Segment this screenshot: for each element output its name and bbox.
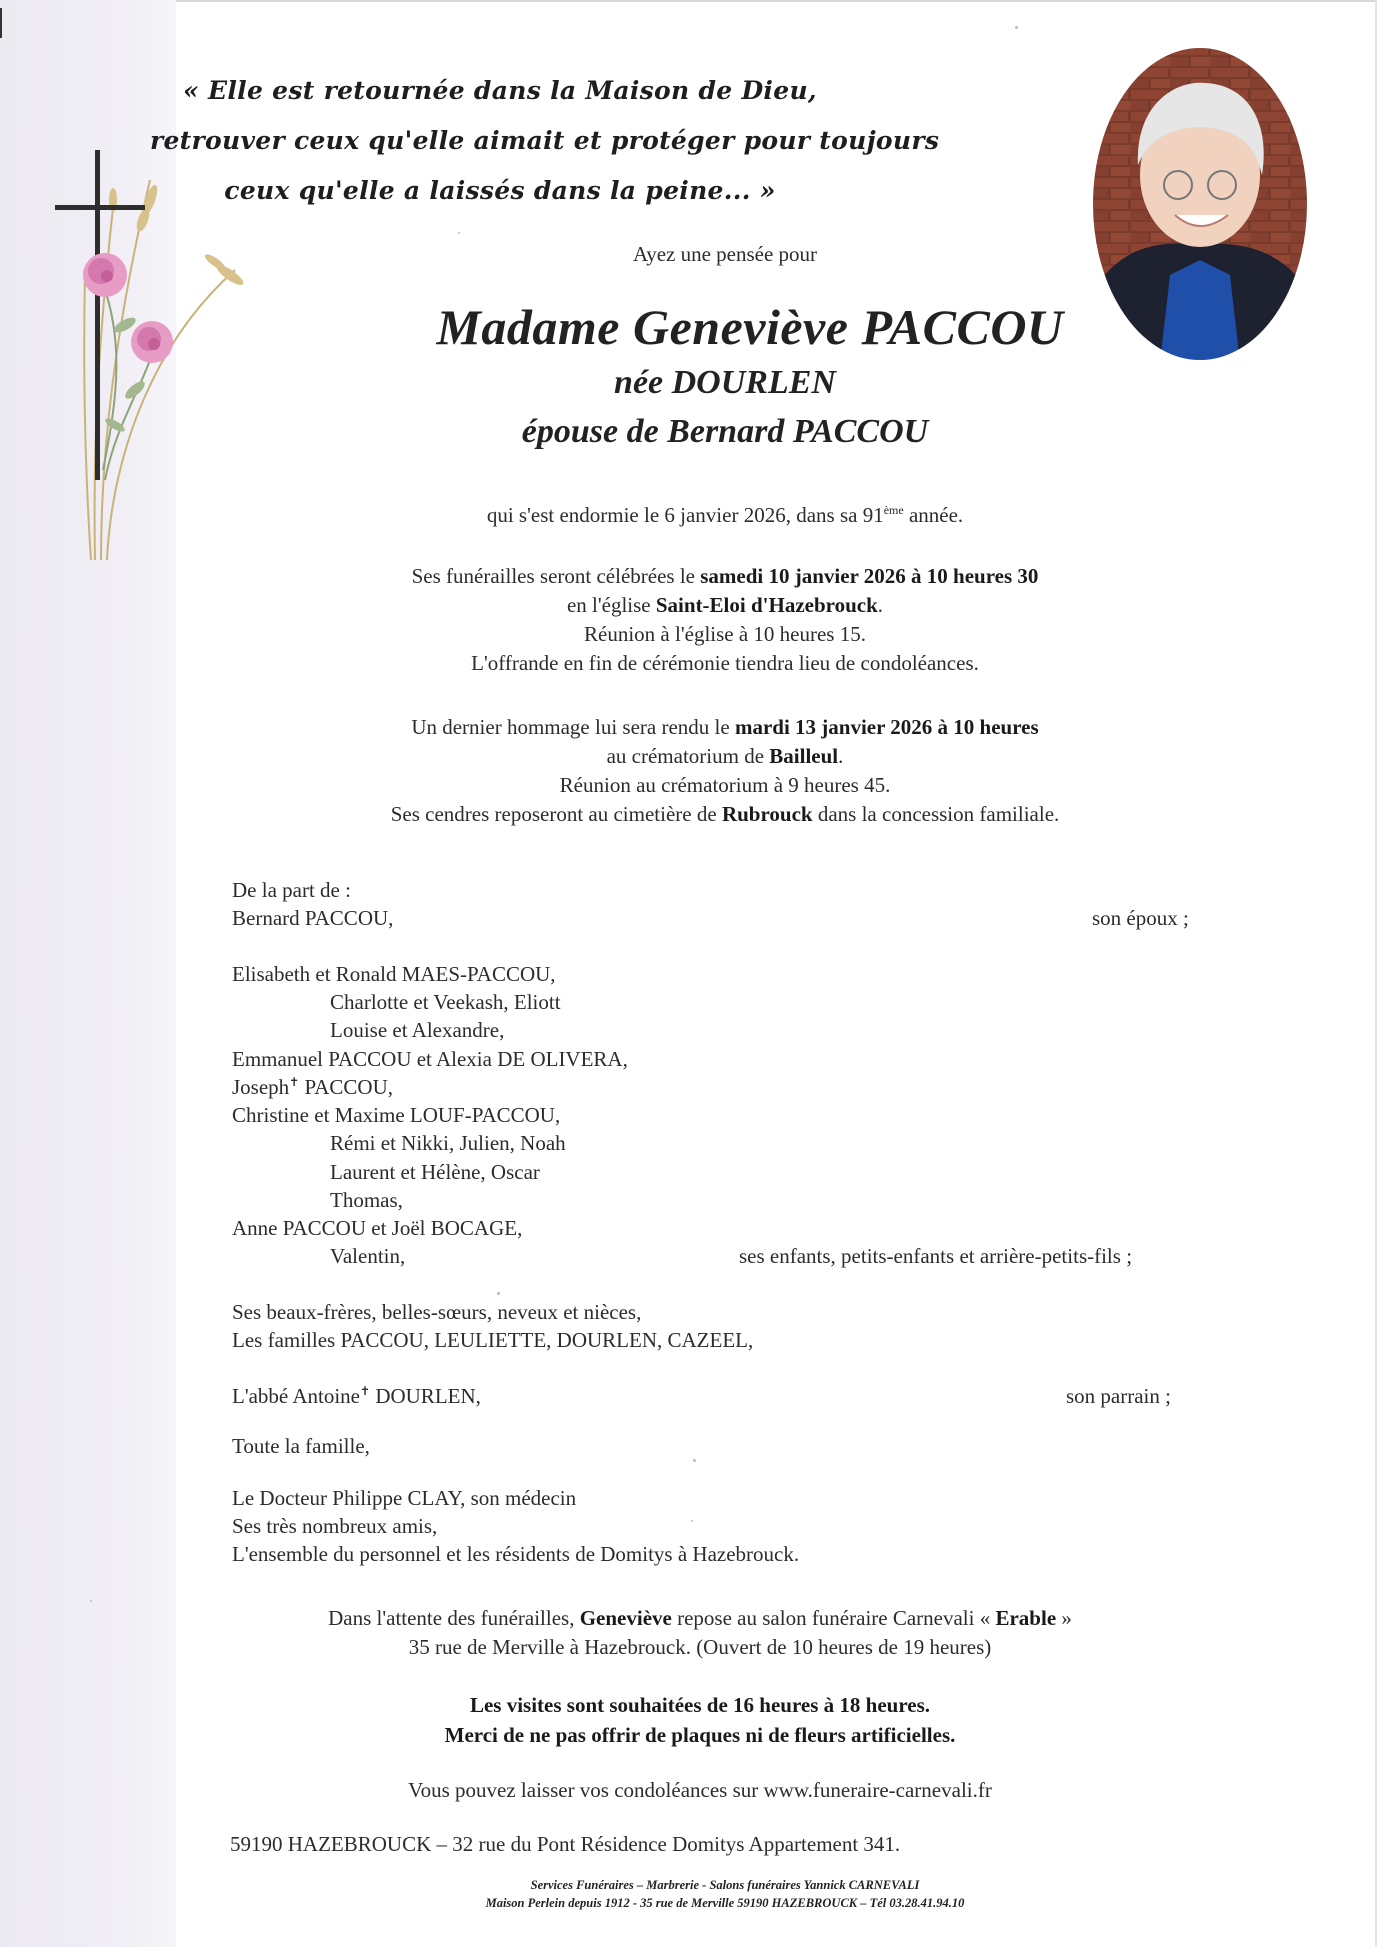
church-name: Saint-Eloi d'Hazebrouck bbox=[655, 593, 878, 617]
cross-icon: ✝ bbox=[360, 1384, 371, 1398]
cross-horizontal bbox=[55, 205, 145, 210]
family-member: Louise et Alexandre, bbox=[330, 1018, 505, 1042]
family-member: Elisabeth et Ronald MAES-PACCOU, bbox=[232, 962, 556, 986]
scan-top-edge bbox=[176, 0, 1377, 2]
visit-line: Les visites sont souhaitées de 16 heures à 18 heures. bbox=[469, 1693, 931, 1717]
family-member: Laurent et Hélène, Oscar bbox=[330, 1160, 540, 1184]
hommage-line: Ses cendres reposeront au cimetière de Rubrouck dans la concession familiale. bbox=[390, 802, 1060, 826]
death-notice bbox=[300, 496, 1150, 530]
funeral-home-info bbox=[200, 1604, 1200, 1662]
footer-line: Maison Perlein depuis 1912 - 35 rue de Merville 59190 HAZEBROUCK – Tél 03.28.41.94.10 bbox=[485, 1896, 965, 1910]
hommage-line: au crématorium de Bailleul. bbox=[606, 744, 844, 768]
family-member: Joseph✝ PACCOU, bbox=[232, 1075, 393, 1099]
cross-icon: ✝ bbox=[289, 1075, 300, 1089]
crematorium-place: Bailleul bbox=[769, 744, 839, 768]
family-member: Rémi et Nikki, Julien, Noah bbox=[330, 1131, 566, 1155]
deceased-name: Madame Geneviève PACCOU bbox=[436, 299, 1064, 355]
funeral-details bbox=[300, 562, 1150, 678]
funeral-line: en l'église Saint-Eloi d'Hazebrouck. bbox=[566, 593, 884, 617]
first-name-bold: Geneviève bbox=[579, 1606, 672, 1630]
spouse-line: épouse de Bernard PACCOU bbox=[521, 413, 929, 450]
hommage-date: mardi 13 janvier 2026 à 10 heures bbox=[734, 715, 1039, 739]
footer-line: Services Funéraires – Marbrerie - Salons funéraires Yannick CARNEVALI bbox=[530, 1878, 920, 1892]
funeral-services-footer bbox=[300, 1876, 1150, 1912]
godfather-line: L'abbé Antoine✝ DOURLEN, bbox=[232, 1384, 481, 1408]
death-text-end: année. bbox=[903, 503, 964, 527]
hommage-line: Un dernier hommage lui sera rendu le mardi 13 janvier 2026 à 10 heures bbox=[411, 715, 1039, 739]
others-line: Ses très nombreux amis, bbox=[232, 1514, 438, 1538]
cemetery-place: Rubrouck bbox=[721, 802, 813, 826]
ordinal-suffix: ème bbox=[883, 503, 904, 517]
others-line: L'ensemble du personnel et les résidents de Domitys à Hazebrouck. bbox=[232, 1542, 800, 1566]
rose-icon bbox=[131, 321, 173, 363]
family-member: Christine et Maxime LOUF-PACCOU, bbox=[232, 1103, 561, 1127]
visit-line: Merci de ne pas offrir de plaques ni de fleurs artificielles. bbox=[444, 1723, 956, 1747]
relatives-line: Ses beaux-frères, belles-sœurs, neveux et nièces, bbox=[232, 1300, 642, 1324]
family-member: Thomas, bbox=[330, 1188, 403, 1212]
condolences-website-line: Vous pouvez laisser vos condoléances sur www.funeraire-carnevali.fr bbox=[408, 1778, 992, 1802]
all-family-line: Toute la famille, bbox=[232, 1434, 370, 1458]
family-member: Emmanuel PACCOU et Alexia DE OLIVERA, bbox=[232, 1047, 628, 1071]
hommage-line: Réunion au crématorium à 9 heures 45. bbox=[559, 773, 891, 797]
wheat-icon bbox=[84, 180, 235, 560]
visit-instructions bbox=[200, 1690, 1200, 1750]
family-intro: De la part de : bbox=[232, 878, 351, 902]
children-role: ses enfants, petits-enfants et arrière-petits-fils ; bbox=[739, 1244, 1133, 1268]
quote-line: « Elle est retournée dans la Maison de Dieu, bbox=[183, 76, 817, 105]
funeral-line: Réunion à l'église à 10 heures 15. bbox=[584, 622, 866, 646]
quote-line: retrouver ceux qu'elle aimait et protéger pour toujours bbox=[150, 126, 940, 155]
others-line: Le Docteur Philippe CLAY, son médecin bbox=[232, 1486, 577, 1510]
cremation-details bbox=[300, 713, 1150, 829]
family-member: Charlotte et Veekash, Eliott bbox=[330, 990, 561, 1014]
salon-room-name: Erable bbox=[995, 1606, 1057, 1630]
family-spouse: Bernard PACCOU, bbox=[232, 906, 394, 930]
funeral-line: Ses funérailles seront célébrées le samedi 10 janvier 2026 à 10 heures 30 bbox=[411, 564, 1039, 588]
scan-edge-mark bbox=[0, 8, 2, 38]
family-member: Valentin, bbox=[330, 1244, 406, 1268]
salon-line: 35 rue de Merville à Hazebrouck. (Ouvert de 10 heures de 19 heures) bbox=[408, 1635, 992, 1659]
epitaph-quote bbox=[150, 66, 940, 216]
godfather-role: son parrain ; bbox=[1066, 1384, 1171, 1408]
spouse-role: son époux ; bbox=[1092, 906, 1189, 930]
family-member: Anne PACCOU et Joël BOCAGE, bbox=[232, 1216, 523, 1240]
funeral-date: samedi 10 janvier 2026 à 10 heures 30 bbox=[700, 564, 1039, 588]
maiden-name: née DOURLEN bbox=[614, 364, 836, 401]
salon-line: Dans l'attente des funérailles, Geneviève repose au salon funéraire Carnevali « Erable » bbox=[328, 1606, 1072, 1630]
family-address: 59190 HAZEBROUCK – 32 rue du Pont Résidence Domitys Appartement 341. bbox=[230, 1832, 901, 1856]
rose-icon bbox=[83, 253, 127, 297]
death-text: qui s'est endormie le 6 janvier 2026, dans sa 91 bbox=[486, 503, 884, 527]
cross-vertical bbox=[95, 150, 100, 480]
quote-line: ceux qu'elle a laissés dans la peine... » bbox=[224, 176, 776, 205]
funeral-line: L'offrande en fin de cérémonie tiendra lieu de condoléances. bbox=[471, 651, 979, 675]
pensee-line: Ayez une pensée pour bbox=[632, 242, 818, 266]
relatives-line: Les familles PACCOU, LEULIETTE, DOURLEN, CAZEEL, bbox=[232, 1328, 754, 1352]
